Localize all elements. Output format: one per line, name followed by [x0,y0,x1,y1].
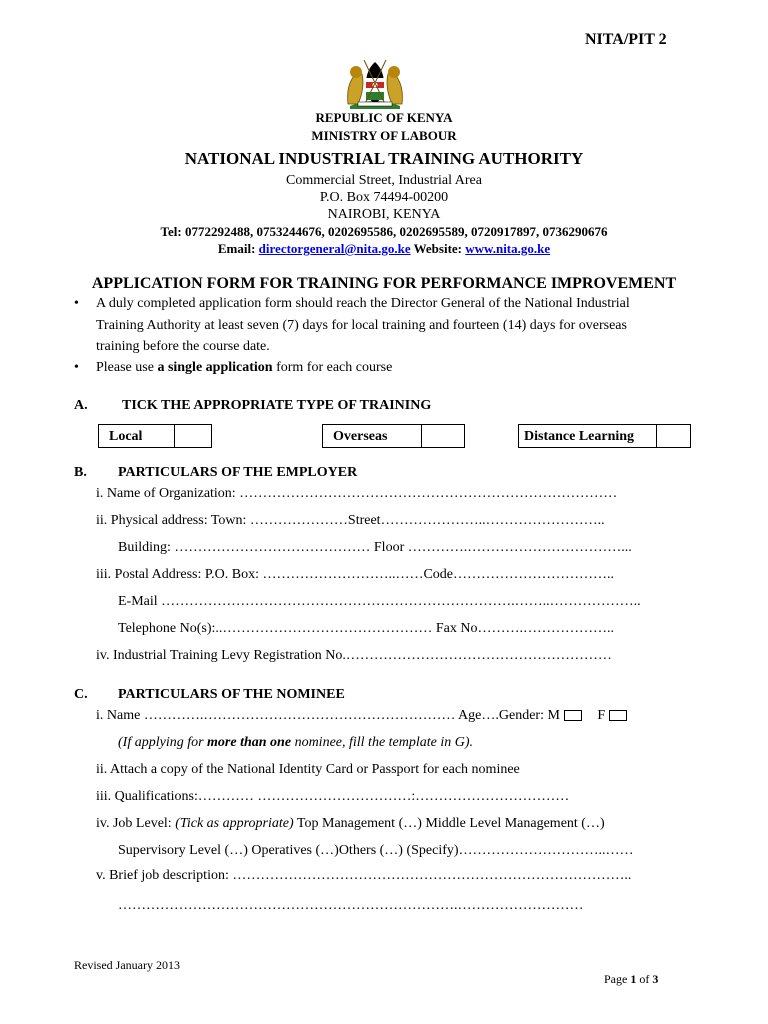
telephone-fax-field[interactable]: Telephone No(s):..……………………………………… Fax No……….……………….. [118,621,614,636]
section-c-heading: PARTICULARS OF THE NOMINEE [118,687,345,702]
bullet-icon: • [74,360,79,375]
address-line-3: NAIROBI, KENYA [327,207,441,222]
telephone-line: Tel: 0772292488, 0753244676, 0202695586, 0202695589, 0720917897, 0736290676 [160,224,608,239]
job-level-row-2[interactable]: Supervisory Level (…) Operatives (…)Others (…) (Specify)…………………………..…… [118,843,634,858]
form-title: APPLICATION FORM FOR TRAINING FOR PERFORMANCE IMPROVEMENT [91,275,677,292]
authority-heading: NATIONAL INDUSTRIAL TRAINING AUTHORITY [184,149,584,168]
id-attachment-note: ii. Attach a copy of the National Identity Card or Passport for each nominee [96,762,520,777]
section-a-letter: A. [74,398,88,413]
email-field[interactable]: E-Mail ………………………………………………………………….……..……………….. [118,594,641,609]
job-description-field[interactable]: v. Brief job description: ………………………………………………………………………….. [96,868,632,883]
instruction-1-line-1: A duly completed application form should reach the Director General of the National Industrial [96,296,630,311]
ministry-heading: MINISTRY OF LABOUR [311,128,457,143]
email-label: Email: [217,241,256,256]
gender-female-checkbox[interactable] [609,710,627,721]
gender-male-checkbox[interactable] [564,710,582,721]
organization-name-field[interactable]: i. Name of Organization: ……………………………………………………………………… [96,486,618,501]
distance-learning-tick-box[interactable] [656,424,691,448]
website-label: Website: [413,241,463,256]
contact-line [0,241,768,257]
section-b-heading: PARTICULARS OF THE EMPLOYER [118,465,358,480]
job-level-row[interactable]: iv. Job Level: (Tick as appropriate) Top Management (…) Middle Level Management (…) [96,816,605,831]
instruction-1-line-2: Training Authority at least seven (7) days for local training and fourteen (14) days for overseas [96,318,627,333]
revision-note: Revised January 2013 [74,958,180,972]
training-option-overseas: Overseas [322,424,465,448]
instruction-2: Please use a single application form for each course [96,360,393,375]
section-c-letter: C. [74,687,88,702]
job-description-continuation[interactable]: ……………………………………………………………….……………………… [118,898,584,913]
bullet-icon: • [74,296,79,311]
section-a-heading: TICK THE APPROPRIATE TYPE OF TRAINING [122,398,432,413]
website-link[interactable]: www.nita.go.ke [465,241,551,256]
local-tick-box[interactable] [174,424,212,448]
overseas-tick-box[interactable] [421,424,465,448]
instruction-1-line-3: training before the course date. [96,339,270,354]
qualifications-field[interactable]: iii. Qualifications:………… ……………………………:…………………………… [96,789,570,804]
levy-registration-field[interactable]: iv. Industrial Training Levy Registration No.………………………………………………… [96,648,612,663]
physical-address-field[interactable]: ii. Physical address: Town: …………………Street…………………..…………………….. [96,513,605,528]
republic-heading: REPUBLIC OF KENYA [315,110,453,125]
email-link[interactable]: directorgeneral@nita.go.ke [258,241,411,256]
form-code: NITA/PIT 2 [585,31,667,48]
page-indicator: Page 1 of 3 [604,972,659,986]
training-option-distance-learning: Distance Learning [518,424,691,448]
building-floor-field[interactable]: Building: …………………………………… Floor ………….……………………………... [118,540,632,555]
address-line-1: Commercial Street, Industrial Area [286,173,482,188]
section-b-letter: B. [74,465,87,480]
training-option-local: Local [98,424,212,448]
multiple-nominee-note: (If applying for more than one nominee, fill the template in G). [118,735,474,750]
coat-of-arms-icon [344,56,406,110]
address-line-2: P.O. Box 74494-00200 [319,190,449,205]
nominee-name-row [96,708,627,724]
nominee-name-field[interactable]: i. Name ………….……………………………………………… Age….Gender: M [96,708,560,723]
gender-female-label: F [597,708,606,723]
postal-address-field[interactable]: iii. Postal Address: P.O. Box: ………………………..……Code…………………………….. [96,567,615,582]
